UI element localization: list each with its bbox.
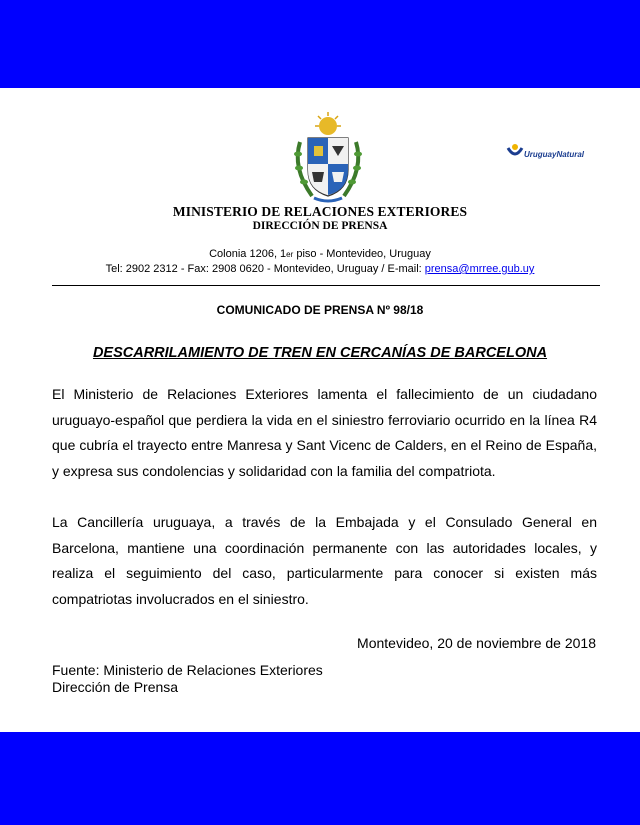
header-divider [52,285,600,286]
source-line: Fuente: Ministerio de Relaciones Exteriores [52,662,323,678]
coat-of-arms-icon [288,112,368,208]
body-paragraph-1: El Ministerio de Relaciones Exteriores lamenta el fallecimiento de un ciudadano uruguayo-español que perdiera la vida en el siniestro ferroviario ocurrido en la línea R4 que cubría el trayecto entre Manresa y Sant Vicenc de Calders, en el Reino de España, y expresa sus condolencias y solidaridad con la familia del compatriota. [52,386,597,479]
release-date: Montevideo, 20 de noviembre de 2018 [357,635,596,651]
source-department: Dirección de Prensa [52,679,179,695]
release-number: COMUNICADO DE PRENSA Nº 98/18 [216,303,424,317]
ministry-title: MINISTERIO DE RELACIONES EXTERIORES [172,204,468,219]
contact-line: Tel: 2902 2312 - Fax: 2908 0620 - Montevideo, Uruguay / E-mail: prensa@mrree.gub.uy [105,263,535,275]
body-paragraph-2: La Cancillería uruguaya, a través de la Embajada y el Consulado General en Barcelona, mantiene una coordinación permanente con las autoridades locales, y realiza el seguimiento del caso, particularmente para conocer si existen más compatriotas involucrados en el siniestro. [52,514,597,607]
press-direction-title: DIRECCIÓN DE PRENSA [252,220,388,232]
uruguay-natural-logo [506,140,606,166]
top-blue-band [0,0,640,88]
email-link[interactable]: prensa@mrree.gub.uy [424,263,535,275]
uruguay-natural-icon [506,142,524,160]
source-block [52,662,323,696]
press-release-page [0,88,640,732]
release-headline: DESCARRILAMIENTO DE TREN EN CERCANÍAS DE BARCELONA [92,345,548,361]
brand-text: UruguayNatural [524,150,585,159]
address-line: Colonia 1206, 1er piso - Montevideo, Uruguay [209,248,431,260]
bottom-blue-band [0,732,640,825]
